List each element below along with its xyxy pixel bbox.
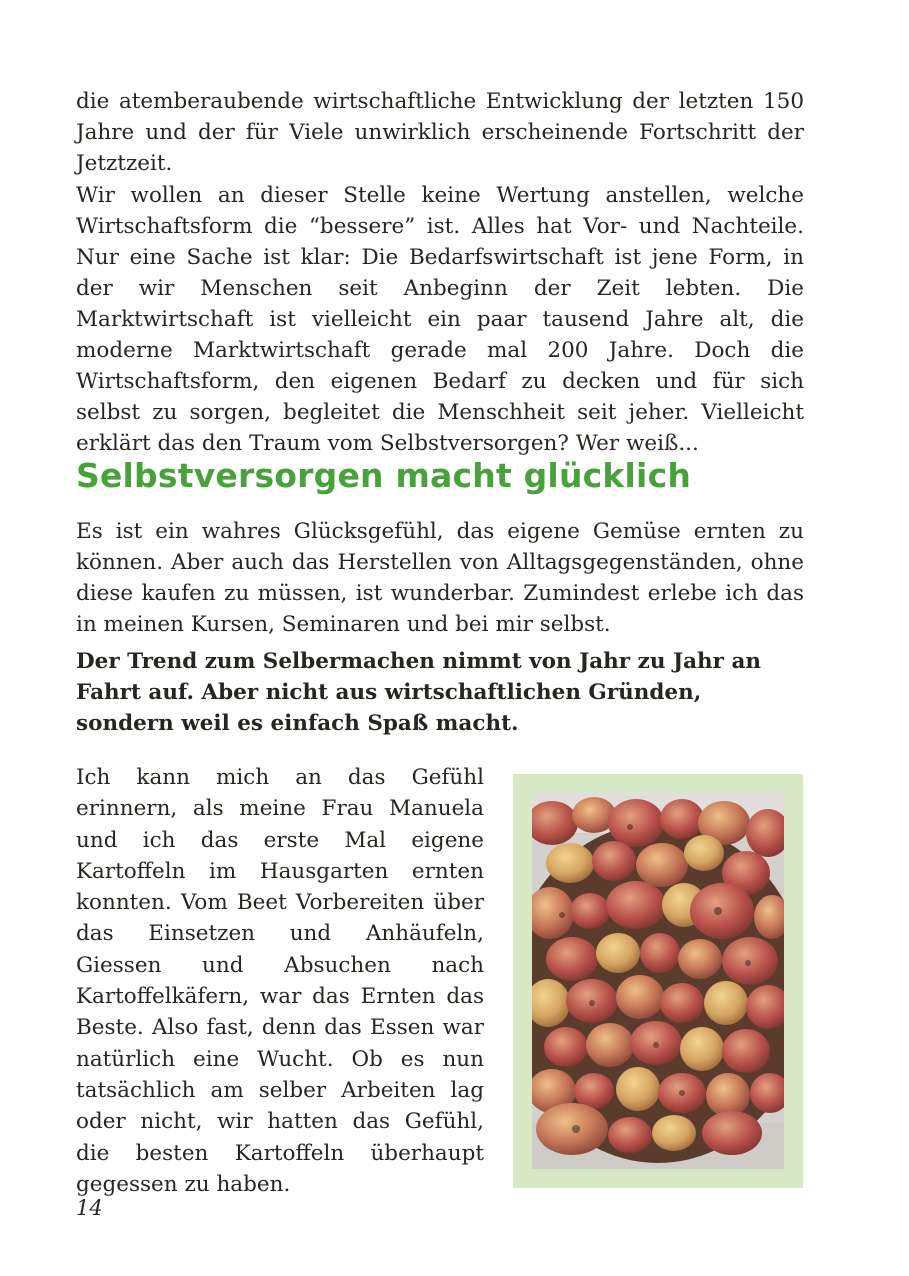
- page-number: 14: [76, 1196, 103, 1220]
- photo-frame: [513, 774, 803, 1188]
- section-heading: Selbstversorgen macht glücklich: [76, 456, 692, 495]
- potato-photo: [532, 793, 784, 1169]
- body-paragraph: die atemberaubende wirtschaftliche Entwicklung der letzten 150 Jahre und der für Viele unwirklich erscheinende Fortschritt der Jetztzeit.: [76, 89, 804, 176]
- body-paragraph: Ich kann mich an das Gefühl erinnern, als meine Frau Manuela und ich das erste Mal eigene Kartoffeln im Hausgarten ernten konnten. Vom Beet Vorbereiten über das Einsetzen und Anhäufeln, Giessen und Absuchen nach Kartoffelkäfern, war das Ernten das Beste. Also fast, denn das Essen war natürlich eine Wucht. Ob es nun tatsächlich am selber Arbeiten lag oder nicht, wir hatten das Gefühl, die besten Kartoffeln überhaupt gegessen zu haben.: [76, 765, 484, 1197]
- bold-paragraph: Der Trend zum Selbermachen nimmt von Jahr zu Jahr an Fahrt auf. Aber nicht aus wirtschaftlichen Gründen, sondern weil es einfach Spaß macht.: [76, 649, 762, 736]
- potato-illustration: [532, 793, 784, 1169]
- body-paragraph: Wir wollen an dieser Stelle keine Wertung anstellen, welche Wirtschaftsform die “bessere” ist. Alles hat Vor- und Nachteile. Nur eine Sache ist klar: Die Bedarfswirtschaft ist jene Form, in der wir Menschen seit Anbeginn der Zeit lebten. Die Marktwirtschaft ist vielleicht ein paar tausend Jahre alt, die moderne Marktwirtschaft gerade mal 200 Jahre. Doch die Wirtschaftsform, den eigenen Bedarf zu decken und für sich selbst zu sorgen, begleitet die Menschheit seit jeher. Vielleicht erklärt das den Traum vom Selbstversorgen? Wer weiß...: [76, 183, 804, 456]
- body-paragraph: Es ist ein wahres Glücksgefühl, das eigene Gemüse ernten zu können. Aber auch das Herstellen von Alltagsgegenständen, ohne diese kaufen zu müssen, ist wunderbar. Zumindest erlebe ich das in meinen Kursen, Seminaren und bei mir selbst.: [76, 519, 804, 637]
